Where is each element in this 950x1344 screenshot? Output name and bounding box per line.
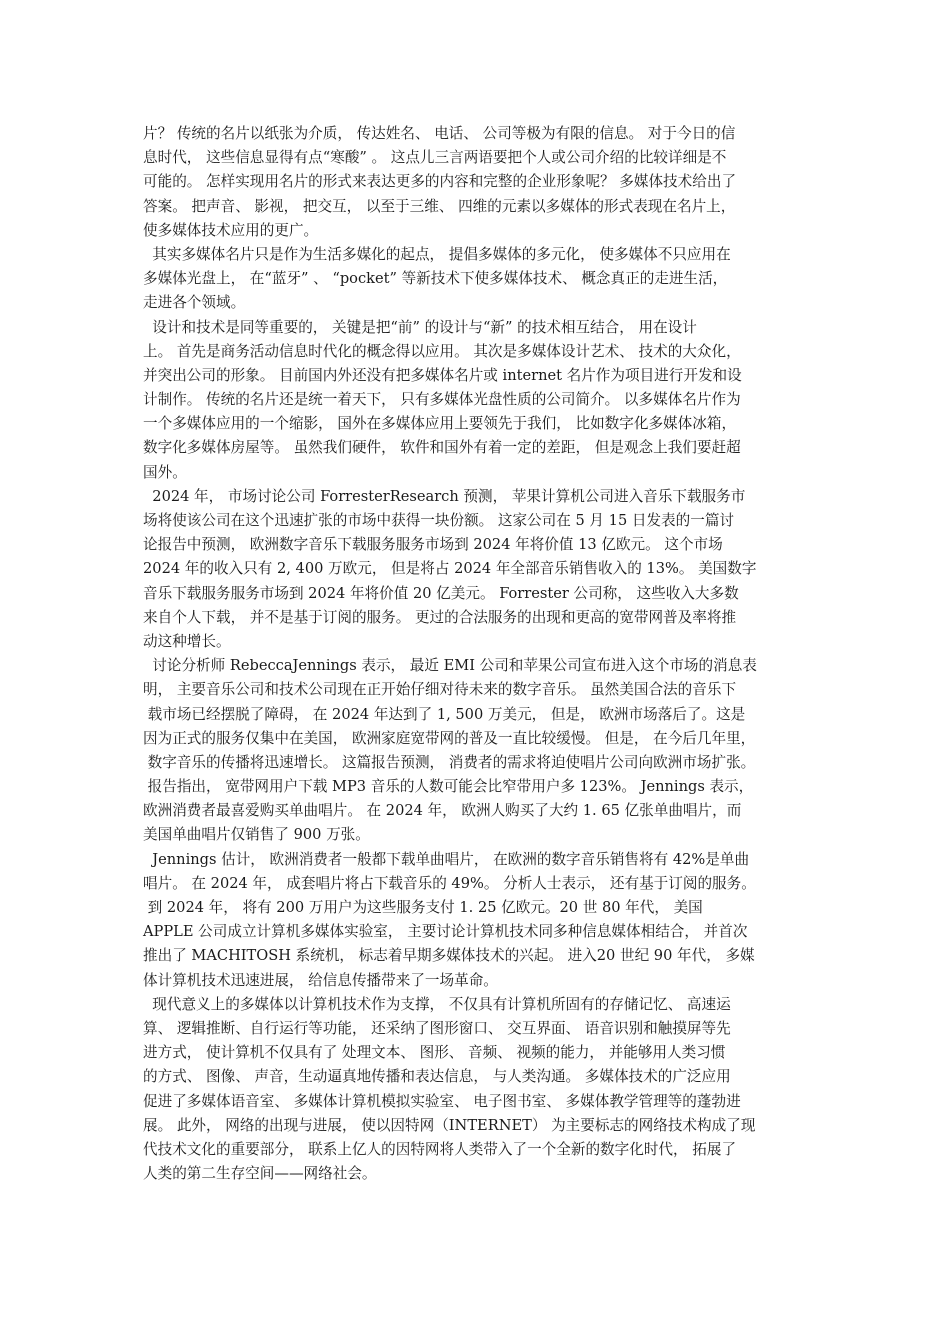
text-line: 数字音乐的传播将迅速增长。 这篇报告预测， 消费者的需求将迫使唱片公司向欧洲市场扩张。 (143, 753, 756, 771)
text-line: 答案。 把声音、 影视， 把交互， 以至于三维、 四维的元素以多媒体的形式表现在名片上， (143, 197, 736, 215)
text-line: 上。 首先是商务活动信息时代化的概念得以应用。 其次是多媒体设计艺术、 技术的大众化， (143, 342, 741, 360)
text-line: 代技术文化的重要部分， 联系上亿人的因特网将人类带入了一个全新的数字化时代， 拓展了 (143, 1140, 737, 1158)
text-line: 计制作。 传统的名片还是统一着天下， 只有多媒体光盘性质的公司简介。 以多媒体名片作为 (143, 391, 741, 409)
text-line: 音乐下载服务服务市场到 2024 年将价值 20 亿美元。 Forrester 公司称， 这些收入大多数 (143, 584, 739, 602)
text-line: 因为正式的服务仅集中在美国， 欧洲家庭宽带网的普及一直比较缓慢。 但是， 在今后几年里， (143, 729, 756, 747)
text-line: 走进各个领域。 (143, 294, 246, 312)
text-line: 数字化多媒体房屋等。 虽然我们硬件， 软件和国外有着一定的差距， 但是观念上我们要赶超 (143, 439, 741, 457)
text-line: 使多媒体技术应用的更广。 (143, 221, 319, 239)
text-line: 到 2024 年， 将有 200 万用户为这些服务支付 1. 25 亿欧元。20 世 80 年代， 美国 (143, 899, 703, 916)
text-line: 片？ 传统的名片以纸张为介质， 传达姓名、 电话、 公司等极为有限的信息。 对于今日的信 (143, 125, 736, 142)
text-line: 并突出公司的形象。 目前国内外还没有把多媒体名片或 internet 名片作为项目进行开发和设 (143, 366, 742, 384)
text-line: 美国单曲唱片仅销售了 900 万张。 (143, 826, 370, 844)
text-line: 2024 年， 市场讨论公司 ForresterResearch 预测， 苹果计算机公司进入音乐下载服务市 (143, 487, 746, 505)
text-line: 2024 年的收入只有 2, 400 万欧元， 但是将占 2024 年全部音乐销售收入的 13%。 美国数字 (143, 560, 757, 578)
text-line: APPLE 公司成立计算机多媒体实验室， 主要讨论计算机技术同多种信息媒体相结合， 并首次 (143, 923, 748, 941)
text-line: 动这种增长。 (143, 632, 231, 650)
text-line: 国外。 (143, 463, 187, 481)
text-line: 的方式、 图像、 声音，生动逼真地传播和表达信息， 与人类沟通。 多媒体技术的广泛应用 (143, 1068, 731, 1086)
text-line: 推出了 MACHITOSH 系统机， 标志着早期多媒体技术的兴起。 进入20 世纪 90 年代， 多媒 (143, 947, 755, 965)
text-line: 场将使该公司在这个迅速扩张的市场中获得一块份额。 这家公司在 5 月 15 日发表的一篇讨 (143, 512, 735, 529)
text-line: 体计算机技术迅速进展， 给信息传播带来了一场革命。 (143, 971, 498, 989)
text-line: 唱片。 在 2024 年， 成套唱片将占下载音乐的 49%。 分析人士表示， 还有基于订阅的服务。 (143, 874, 756, 892)
text-line: 算、 逻辑推断、自行运行等功能， 还采纳了图形窗口、 交互界面、 语音识别和触摸屏等先 (143, 1019, 731, 1037)
text-line: 息时代， 这些信息显得有点“寒酸” 。 这点儿三言两语要把个人或公司介绍的比较详细是不 (143, 149, 727, 167)
text-line: 报告指出， 宽带网用户下载 MP3 音乐的人数可能会比窄带用户多 123%。 Jennings 表示， (143, 778, 754, 796)
text-line: 可能的。 怎样实现用名片的形式来表达更多的内容和完整的企业形象呢？ 多媒体技术给出了 (143, 173, 737, 191)
text-line: 论报告中预测， 欧洲数字音乐下载服务服务市场到 2024 年将价值 13 亿欧元。 这个市场 (143, 536, 723, 554)
text-line: 设计和技术是同等重要的， 关键是把“前” 的设计与“新” 的技术相互结合， 用在设计 (143, 318, 697, 336)
text-line: Jennings 估计， 欧洲消费者一般都下载单曲唱片， 在欧洲的数字音乐销售将有 42%是单曲 (143, 850, 750, 868)
text-line: 展。 此外， 网络的出现与进展， 使以因特网（INTERNET） 为主要标志的网络技术构成了现 (143, 1116, 756, 1134)
text-line: 载市场已经摆脱了障碍， 在 2024 年达到了 1, 500 万美元， 但是， 欧洲市场落后了。这是 (143, 705, 746, 723)
text-line: 进方式， 使计算机不仅具有了 处理文本、 图形、 音频、 视频的能力， 并能够用人类习惯 (143, 1044, 726, 1062)
text-line: 人类的第二生存空间——网络社会。 (143, 1165, 377, 1183)
text-line: 多媒体光盘上， 在“蓝牙” 、 “pocket” 等新技术下使多媒体技术、 概念真正的走进生活， (143, 270, 728, 288)
text-line: 欧洲消费者最喜爱购买单曲唱片。 在 2024 年， 欧洲人购买了大约 1. 65 亿张单曲唱片，而 (143, 802, 742, 820)
text-line: 现代意义上的多媒体以计算机技术作为支撑， 不仅具有计算机所固有的存储记忆、 高速运 (143, 995, 731, 1013)
text-line: 来自个人下载， 并不是基于订阅的服务。 更过的合法服务的出现和更高的宽带网普及率将推 (143, 608, 737, 626)
text-line: 其实多媒体名片只是作为生活多媒化的起点， 提倡多媒体的多元化， 使多媒体不只应用在 (143, 245, 731, 263)
text-line: 明， 主要音乐公司和技术公司现在正开始仔细对待未来的数字音乐。 虽然美国合法的音乐下 (143, 681, 737, 699)
text-line: 讨论分析师 RebeccaJennings 表示， 最近 EMI 公司和苹果公司宣布进入这个市场的消息表 (143, 657, 757, 675)
text-line: 促进了多媒体语音室、 多媒体计算机模拟实验室、 电子图书室、 多媒体教学管理等的蓬勃进 (143, 1092, 741, 1110)
text-line: 一个多媒体应用的一个缩影， 国外在多媒体应用上要领先于我们， 比如数字化多媒体冰箱， (143, 415, 737, 433)
body-text (143, 122, 815, 1186)
